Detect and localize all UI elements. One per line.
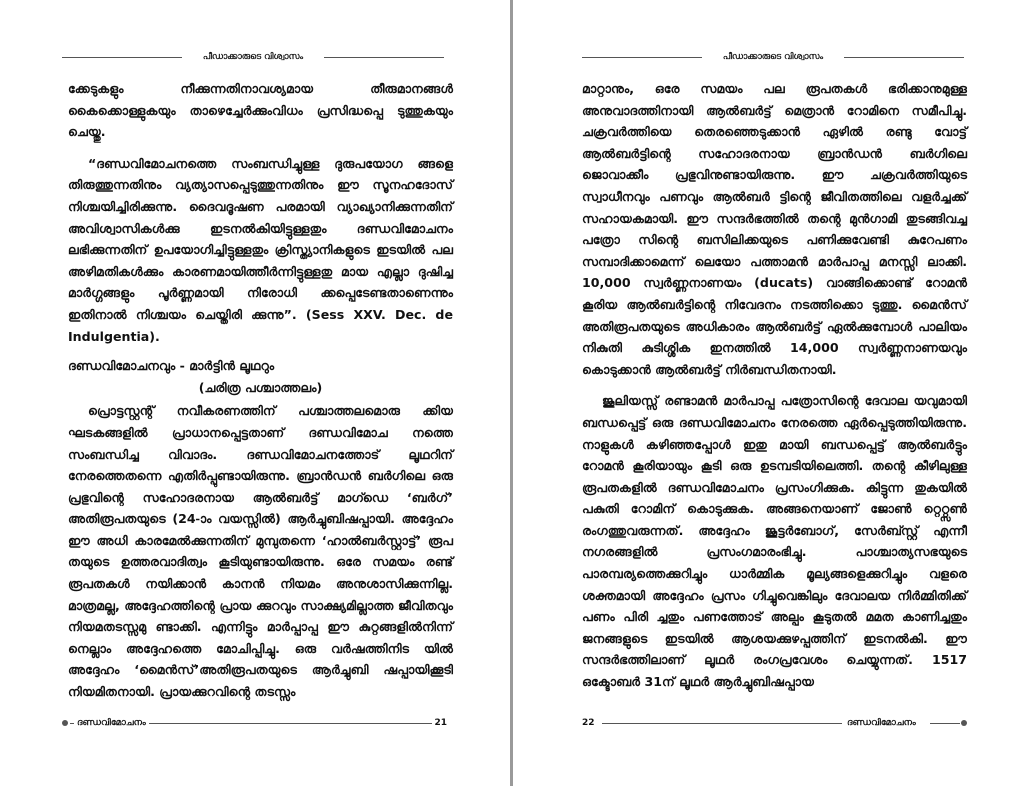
left-paragraph-quote: “ദണ്ഡവിമോചനത്തെ സംബന്ധിച്ചുള്ള ദുരുപയോഗ ങ്ങളെ തിരുത്തുന്നതിനും വ്യത്യാസപ്പെടുത്തുന്നതിനും ഈ സൂനഹദോസ് നിശ്ചയിച്ചിരിക്കുന്നു. ദൈവദൂഷണ പരമായി വ്യാഖ്യാനിക്കുന്നതിന് അവിശ്വാസികൾക്കു ഇടനൽകിയിട്ടുള്ളതും ദണ്ഡവിമോചനം ലഭിക്കുന്നതിന് ഉപയോഗിച്ചിട്ടുള്ളതും ക്രിസ്ത്യാനികളുടെ ഇടയിൽ പല അഴിമതികൾക്കും കാരണമായിത്തീർന്നിട്ടുള്ളതു മായ എല്ലാ ദുഷിച്ച മാർഗ്ഗങ്ങളും പൂർണ്ണമായി നിരോധി ക്കപ്പെടേണ്ടതാണെന്നും ഇതിനാൽ നിശ്ചയം ചെയ്തിരി ക്കുന്നു”. (Sess XXV. Dec. de Indulgentia).	[68, 155, 453, 344]
left-paragraph-3: പ്രൊട്ടസ്റ്റന്റ് നവീകരണത്തിന് പശ്ചാത്തലമൊരു ക്കിയ ഘടകങ്ങളിൽ പ്രാധാനപ്പെട്ടതാണ് ദണ്ഡവിമോച നത്തെ സംബന്ധിച്ച വിവാദം. ദണ്ഡവിമോചനത്തോട് ലൂഥറിന് നേരത്തെതന്നെ എതിർപ്പുണ്ടായിരുന്നു. ബ്രാൻഡൻ ബർഗിലെ ഒരു പ്രഭുവിന്റെ സഹോദരനായ ആൽബർട്ട് മാഗ്ഡെ ‘ബർഗ്’ അതിരൂപതയുടെ (24-ാം വയസ്സിൽ) ആർച്ചുബിഷപ്പായി. അദ്ദേഹം ഈ അധി കാരമേൽക്കുന്നതിന് മുമ്പുതന്നെ ‘ഹാൽബർസ്റ്റാട്ട്’ രൂപ തയുടെ ഉത്തരവാദിത്വം കൂടിയുണ്ടായിരുന്നു. ഒരേ സമയം രണ്ട് രൂപതകൾ നയിക്കാൻ കാനൻ നിയമം അനുശാസിക്കുന്നില്ല. മാത്രമല്ല, അദ്ദേഹത്തിന്റെ പ്രായ ക്കുറവും സാക്ഷ്യമില്ലാത്ത ജീവിതവും നിയമതടസ്സമു ണ്ടാക്കി. എന്നിട്ടും മാർപ്പാപ്പ ഈ കുറ്റങ്ങളിൽനിന്ന് നെല്ലാം അദ്ദേഹത്തെ മോചിപ്പിച്ചു. ഒരു വർഷത്തിനിട യിൽ അദ്ദേഹം ‘മൈൻസ്’അതിരൂപതയുടെ ആർച്ചുബി ഷപ്പായിക്കൂടി നിയമിതനായി. പ്രായക്കുറവിന്റെ തടസ്സം	[68, 403, 453, 700]
footer-ornament	[62, 720, 68, 726]
left-paragraph-1: ക്കേടുകളും നീക്കുന്നതിനാവശ്യമായ തീരുമാനങ്ങൾ കൈക്കൊള്ളുകയും താഴെച്ചേർക്കുംവിധം പ്രസിദ്ധപ്പെ ടുത്തുകയും ചെയ്തു.	[68, 81, 453, 140]
right-footer	[582, 716, 967, 730]
left-page-number: 21	[434, 718, 447, 728]
section-heading: ദണ്ഡവിമോചനവും - മാർട്ടിൻ ലൂഥറും	[68, 358, 275, 374]
left-footer	[62, 716, 447, 730]
left-footer-label: ദണ്ഡവിമോചനം	[74, 716, 149, 730]
right-running-header	[582, 50, 964, 64]
right-body-text	[582, 78, 967, 693]
footer-rule	[602, 723, 842, 724]
section-subheading: (ചരിത്ര പശ്ചാത്തലം)	[198, 379, 323, 395]
right-header-title: പീഡാക്കാരുടെ വിശ്വാസം	[719, 52, 827, 62]
footer-ornament	[961, 720, 967, 726]
right-page-number: 22	[582, 718, 595, 728]
right-footer-label: ദണ്ഡവിമോചനം	[844, 716, 919, 730]
right-paragraph-2: ജൂലിയസ്സ് രണ്ടാമൻ മാർപാപ്പ പത്രോസിന്റെ ദേവാല യവുമായി ബന്ധപ്പെട്ട് ഒരു ദണ്ഡവിമോചനം നേരത്തെ ഏർപ്പെടുത്തിയിരുന്നു. നാളുകൾ കഴിഞ്ഞപ്പോൾ ഇതു മായി ബന്ധപ്പെട്ട് ആൽബർട്ടും റോമൻ കൂരിയായും കൂടി ഒരു ഉടമ്പടിയിലെത്തി. തന്റെ കീഴിലുള്ള രൂപതകളിൽ ദണ്ഡവിമോചനം പ്രസംഗിക്കുക. കിട്ടുന്ന തുകയിൽ പകുതി റോമിന് കൊടുക്കുക. അങ്ങനെയാണ് ജോൺ റ്റെറ്റ്സൺ രംഗത്തുവരുന്നത്. അദ്ദേഹം ജൂട്ടർബോഗ്, സേർബ്സ്റ്റ് എന്നീ നഗരങ്ങളിൽ പ്രസംഗമാരംഭിച്ചു. പാശ്ചാത്യസഭയുടെ പാരമ്പര്യത്തെക്കുറിച്ചും ധാർമ്മിക മൂല്യങ്ങളെക്കുറിച്ചും വളരെ ശക്തമായി അദ്ദേഹം പ്രസം ഗിച്ചുവെങ്കിലും ദേവാലയ നിർമ്മിതിക്ക് പണം പിരി ച്ചതും പണത്തോട് അല്പം കൂടുതൽ മമത കാണിച്ചതും ജനങ്ങളുടെ ഇടയിൽ ആശയക്കുഴപ്പത്തിന് ഇടനൽകി. ഈ സന്ദർഭത്തിലാണ് ലൂഥർ രംഗപ്രവേശം ചെയ്യുന്നത്. 1517 ഒക്ടോബർ 31ന് ലൂഥർ ആർച്ചുബിഷപ്പായ	[582, 393, 967, 690]
left-body-text	[68, 78, 453, 703]
left-header-title: പീഡാക്കാരുടെ വിശ്വാസം	[199, 52, 307, 62]
right-paragraph-1: മാറ്റാനും, ഒരേ സമയം പല രൂപതകൾ ഭരിക്കാനുമുള്ള അനുവാദത്തിനായി ആൽബർട്ട് മെത്രാൻ റോമിനെ സമീപിച്ചു. ചക്രവർത്തിയെ തെരഞ്ഞെടുക്കാൻ ഏഴിൽ രണ്ടു വോട്ട് ആൽബർട്ടിന്റെ സഹോദരനായ ബ്രാൻഡൻ ബർഗിലെ ജൊവാക്കീം പ്രഭുവിനുണ്ടായിരുന്നു. ഈ ചക്രവർത്തിയുടെ സ്വാധീനവും പണവും ആൽബർ ട്ടിന്റെ ജീവിതത്തിലെ വളർച്ചക്ക് സഹായകമായി. ഈ സന്ദർഭത്തിൽ തന്റെ മുൻഗാമി തുടങ്ങിവച്ച പത്രോ സിന്റെ ബസിലിക്കയുടെ പണിക്കുവേണ്ടി കുറേപണം സമ്പാദിക്കാമെന്ന് ലെയോ പത്താമൻ മാർപാപ്പ മനസ്സി ലാക്കി. 10,000 സ്വർണ്ണനാണയം (ducats) വാങ്ങിക്കൊണ്ട് റോമൻ കൂരിയ ആൽബർട്ടിന്റെ നിവേദനം നടത്തിക്കൊ ടുത്തു. മൈൻസ് അതിരൂപതയുടെ അധികാരം ആൽബർട്ട് ഏൽക്കുമ്പോൾ പാലിയം നികുതി കുടിശ്ശിക ഇനത്തിൽ 14,000 സ്വർണ്ണനാണയവും കൊടുക്കാൻ ആൽബർട്ട് നിർബന്ധിതനായി.	[582, 81, 967, 377]
left-running-header	[62, 50, 444, 64]
left-page	[0, 0, 510, 786]
footer-rule-end	[930, 723, 960, 724]
